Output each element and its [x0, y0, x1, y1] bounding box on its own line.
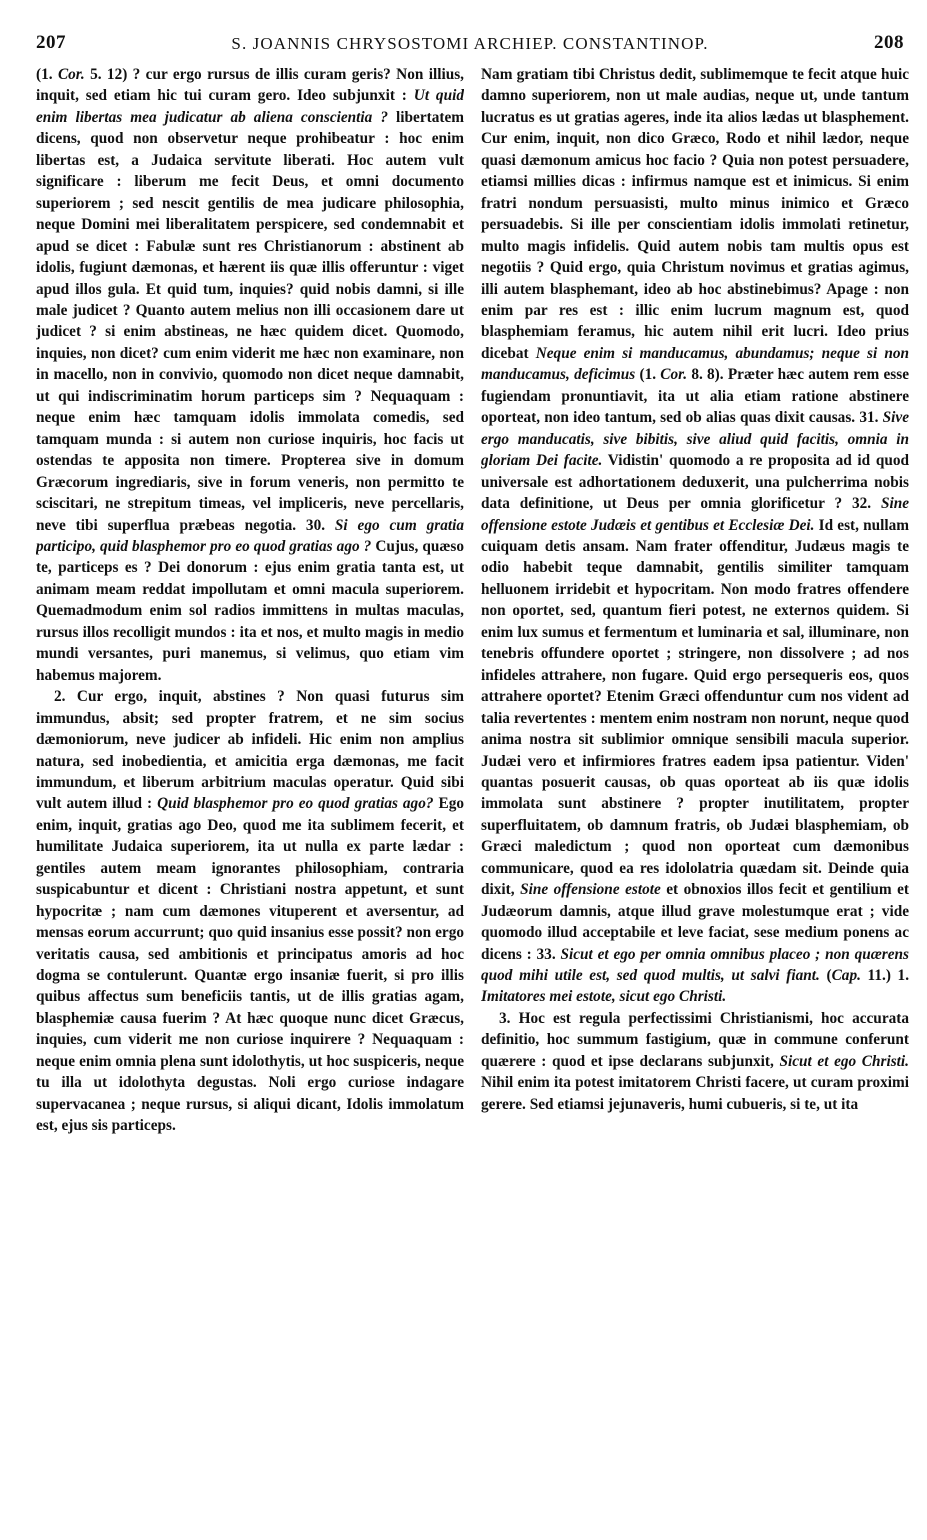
running-title: S. JOANNIS CHRYSOSTOMI ARCHIEP. CONSTANTINOP.: [231, 34, 709, 53]
page-number-left: 207: [36, 32, 66, 53]
italic-citation: Si ego cum gratia participo, quid blasphemor pro eo quod gratias ago ?: [36, 516, 464, 555]
italic-citation: Sicut et ego per omnia omnibus placeo ; non quærens quod mihi utile est, sed quod multis, ut salvi fiant.: [481, 945, 909, 985]
italic-citation: Cor.: [660, 366, 688, 384]
italic-citation: Ut quid enim libertas mea judicatur ab aliena conscientia ?: [36, 87, 464, 126]
running-header: [36, 26, 904, 60]
paragraph: 3. Hoc est regula perfectissimi Christianismi, hoc accurata definitio, hoc summum fastigium, quæ in commune conferunt quærere : quod et ipse declarans subjunxit, Sicut et ego Christi. Nihil enim ita potest imitatorem Christi facere, ut curam proximi gerere. Sed etiamsi jejunaveris, humi cubueris, si te, ut ita: [481, 1009, 909, 1113]
italic-citation: Sine offensione estote: [520, 881, 661, 899]
italic-citation: Quid blasphemor pro eo quod gratias ago?: [157, 795, 434, 813]
italic-citation: Sicut et ego Christi.: [779, 1052, 909, 1070]
italic-citation: Imitatores mei estote, sicut ego Christi.: [481, 988, 727, 1006]
paragraph: Nam gratiam tibi Christus dedit, sublimemque te fecit atque huic damno superiorem, non ut male audias, neque ut, unde tantum lucratus es ut gratias ageres, inde ita alios lædas ut blasphement. Cur enim, inquit, non dico Græco, Rodo et nihil lædor, neque quasi dæmonum amicus hoc facio ? Quia non potest persuadere, etiamsi millies dicas : infirmus namque est et inimicus. Si enim fratri nondum persuasisti, multo minus inimico et Græco persuadebis. Si ille per conscientiam idolis immolati retinetur, multo magis infidelis. Quid autem nobis tam multis opus est negotiis ? Quid ergo, quia Christum novimus et gratias agimus, illi autem blasphemant, ideo ab hoc abstinebimus? Apage : non enim par res est : illic enim lucrum magnum est, quod blasphemiam feramus, hic autem nihil erit lucri. Ideo prius dicebat Neque enim si manducamus, abundamus; neque si non manducamus, deficimus (1. Cor. 8. 8). Præter hæc autem rem esse fugiendam pronuntiavit, ita ut alia etiam ratione abstinere oporteat, non ideo tantum, sed ob alias quas dixit causas. 31. Sive ergo manducatis, sive bibitis, sive aliud quid facitis, omnia in gloriam Dei facite. Vidistin' quomodo a re proposita ad id quod universale est adhortationem deduxerit, una pulcherrima nobis data definitione, ut Deus per omnia glorificetur ? 32. Sine offensione estote Judæis et gentibus et Ecclesiæ Dei. Id est, nullam cuiquam detis ansam. Nam frater offenditur, Judæus magis te odio habebit teque damnabit, gentilis similiter tamquam helluonem irridebit et hypocritam. Non modo fratres offendere non oportet, sed, quantum fieri potest, ne externos quidem. Si enim lux sumus et fermentum et luminaria et sal, illuminare, non tenebris offundere oportet ; stringere, non dissolvere ; ad nos infideles attrahere, non fugare. Quid ergo persequeris eos, quos attrahere oportet? Etenim Græci offenduntur cum nos vident ad talia revertentes : mentem enim nostram non norunt, neque quod anima nostra sit sublimior omnique sensibili macula superior. Judæi vero et infirmiores fratres eadem ipsa patientur. Viden' quantas posuerit causas, ob quas oporteat ab iis quæ idolis immolata sunt abstinere ? propter inutilitatem, propter superfluitatem, ob damnum fratris, ob Judæi blasphemiam, ob Græci maledictum ; quod non oporteat cum dæmonibus communicare, quod ea res idololatria quædam sit. Deinde quia dixit, Sine offensione estote et obnoxios illos fecit et gentilium et Judæorum damnis, atque illud grave molestumque erat ; vide quomodo illud acceptabile et leve faciat, sese medium ponens ac dicens : 33. Sicut et ego per omnia omnibus placeo ; non quærens quod mihi utile est, sed quod multis, ut salvi fiant. (Cap. 11.) 1. Imitatores mei estote, sicut ego Christi.: [481, 66, 909, 1006]
right-column: [481, 64, 909, 1530]
paragraph: (1. Cor. 5. 12) ? cur ergo rursus de illis curam geris? Non illius, inquit, sed etiam hic tui curam gero. Ideo subjunxit : Ut quid enim libertas mea judicatur ab aliena conscientia ? libertatem dicens, quod non observetur neque prohibeatur : hoc enim libertas est, a Judaica servitute liberati. Hoc autem vult significare : liberum me fecit Deus, et omni documento superiorem ; sed nescit gentilis de mea judicare philosophia, neque Domini mei liberalitatem perspicere, sed condemnabit et apud se dicet : Fabulæ sunt res Christianorum : abstinent ab idolis, fugiunt dæmonas, et hærent iis quæ illis offeruntur : viget apud illos gula. Et quid tum, inquies? quid nobis damni, si ille male judicet ? Quanto autem melius non illi occasionem dare ut judicet ? si enim abstineas, ne hæc quidem dicet. Quomodo, inquies, non dicet? cum enim viderit me hæc non examinare, non in macello, non in convivio, quomodo non dicet neque damnabit, ut qui indiscriminatim horum particeps sim ? Nequaquam : neque enim hæc tamquam idolis immolata comedis, sed tamquam munda : si autem non curiose inquiris, hoc facis ut ostendas te apposita non timere. Propterea sive in domum Græcorum ingrediaris, sive in forum veneris, non permitto te sciscitari, ne strepitum timeas, vel impliceris, neve percellaris, neve tibi superflua præbeas negotia. 30. Si ego cum gratia participo, quid blasphemor pro eo quod gratias ago ? Cujus, quæso te, particeps es ? Dei donorum : ejus enim gratia tanta est, ut animam meam reddat impollutam et omni macula superiorem. Quemadmodum enim sol radios immittens in multas maculas, rursus illos recolligit mundos : ita et nos, et multo magis in medio mundi versantes, puri manemus, si velimus, quo etiam vim habemus majorem.: [36, 66, 464, 684]
italic-citation: Sine offensione estote Judæis et gentibus et Ecclesiæ Dei.: [481, 495, 909, 534]
italic-citation: Neque enim si manducamus, abundamus; neque si non manducamus, deficimus: [481, 344, 909, 384]
paragraph: 2. Cur ergo, inquit, abstines ? Non quasi futurus sim immundus, absit; sed propter fratrem, et ne sim socius dæmoniorum, neve judicer ab infideli. Hic enim non amplius natura, sed inobedientia, et amicitia erga dæmonas, me facit immundum, et liberum arbitrium maculas operatur. Quid sibi vult autem illud : Quid blasphemor pro eo quod gratias ago? Ego enim, inquit, gratias ago Deo, quod me ita sublimem fecerit, et humilitate Judaica superiorem, ita ut nulla ex parte lædar : gentiles autem meam ignorantes philosophiam, contraria suspicabuntur et dicent : Christiani nostra appetunt, et sunt hypocritæ ; nam cum dæmones vituperent et aversentur, ad mensas eorum accurrunt; quo quid insanius esse possit? non ergo veritatis causa, sed ambitionis et principatus amoris ad hoc dogma se contulerunt. Quantæ ergo insaniæ fuerit, si pro illis quibus affectus sum beneficiis tantis, ut de illis gratias agam, blasphemiæ causa fuerim ? At hæc quoque nunc dicet Græcus, inquies, cum viderit me non curiose inquirere ? Nequaquam : neque enim omnia plena sunt idolothytis, ut hoc suspiceris, neque tu illa ut idolothyta degustas. Noli ergo curiose indagare supervacanea ; neque rursus, si aliqui dicant, Idolis immolatum est, ejus sis particeps.: [36, 688, 464, 1135]
page-number-right: 208: [874, 32, 904, 53]
italic-citation: Sive ergo manducatis, sive bibitis, sive aliud quid facitis, omnia in gloriam Dei facite.: [481, 409, 909, 470]
left-column: [36, 64, 464, 1530]
italic-citation: Cap.: [831, 967, 861, 985]
italic-citation: Cor.: [57, 66, 85, 83]
